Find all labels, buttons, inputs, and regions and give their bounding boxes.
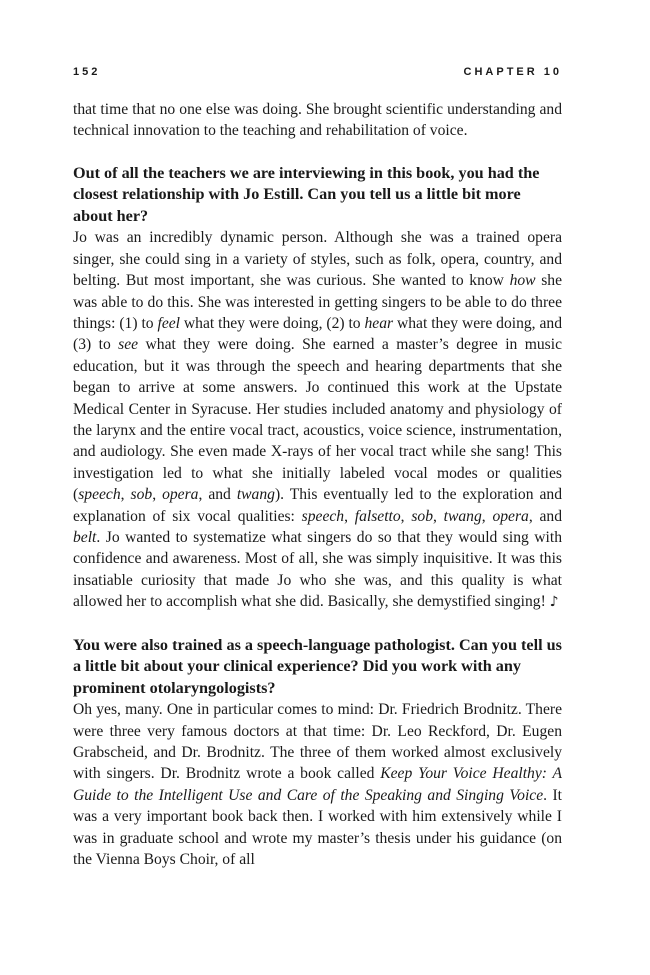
italic-text: see xyxy=(118,336,139,354)
text-run: what they were doing, and (3) to xyxy=(73,314,562,354)
text-run: , xyxy=(120,486,131,504)
italic-text: feel xyxy=(157,314,180,332)
text-run: , xyxy=(152,486,163,504)
text-run: what they were doing, (2) to xyxy=(180,314,365,332)
italic-text: speech xyxy=(301,507,345,525)
italic-text: falsetto xyxy=(354,507,401,525)
body-text xyxy=(73,99,562,870)
text-run: . It was a very important book back then. I worked with him extensively while I was in graduate school and wrote my master’s thesis under his guidance (on the Vienna Boys Choir, of all xyxy=(73,786,562,868)
text-run: . Jo wanted to systematize what singers do so that they would sing with confidence and awareness. Most of all, she was simply inquisitive. It was this insatiable curiosity that made Jo who she was, and this quality is what allowed her to accomplish what she did. Basically, she demystified singing! xyxy=(73,529,562,611)
italic-text: speech xyxy=(78,486,121,504)
text-run: You were also trained as a speech-language pathologist. Can you tell us a little bit about your clinical experience? Did you work with any prominent otolaryngologists? xyxy=(73,635,562,697)
text-run: , xyxy=(433,507,444,525)
italic-text: belt xyxy=(73,529,97,546)
music-note-icon: ♪ xyxy=(549,594,559,611)
italic-text: Keep Your Voice Healthy: A Guide to the Intelligent Use and Care of the Speaking and Singing Voice xyxy=(73,765,563,804)
running-header xyxy=(73,66,562,84)
text-run: Oh yes, many. One in particular comes to mind: Dr. Friedrich Brodnitz. There were three very famous doctors at that time: Dr. Leo Reckford, Dr. Eugen Grabscheid, and Dr. Brodnitz. The three of them worked almost exclusively with singers. Dr. Brodnitz wrote a book called xyxy=(73,701,562,783)
text-run: , and xyxy=(198,486,237,504)
text-run: , xyxy=(344,507,355,525)
text-run: what they were doing. She earned a master’s degree in music education, but it was through the speech and hearing departments that she began to arrive at some answers. Jo continued this work at the Upstate Medical Center in Syracuse. Her studies included anatomy and physiology of the larynx and the entire vocal tract, acoustics, voice science, instrumentation, and audiology. She even made X-rays of her vocal tract while she sang! This investigation led to what she initially labeled vocal modes or qualities ( xyxy=(73,336,563,504)
text-run: Jo was an incredibly dynamic person. Although she was a trained opera singer, she could sing in a variety of styles, such as folk, opera, country, and belting. But most important, she was curious. She wanted to know xyxy=(73,229,562,290)
italic-text: opera xyxy=(162,486,199,504)
interview-question xyxy=(73,163,562,228)
page-number: 152 xyxy=(73,66,101,78)
italic-text: hear xyxy=(364,314,394,332)
chapter-label: CHAPTER 10 xyxy=(463,66,562,78)
interview-answer xyxy=(73,699,562,870)
italic-text: how xyxy=(509,272,536,290)
italic-text: sob xyxy=(130,486,153,504)
interview-question xyxy=(73,635,562,700)
text-run: that time that no one else was doing. She brought scientific understanding and technical innovation to the teaching and rehabilitation of voice. xyxy=(73,101,562,140)
text-run: ). This eventually led to the exploration and explanation of six vocal qualities: xyxy=(73,486,562,525)
italic-text: sob xyxy=(411,507,433,525)
interview-answer xyxy=(73,99,562,142)
interview-answer xyxy=(73,227,562,613)
text-run: , and xyxy=(528,507,562,525)
italic-text: twang xyxy=(236,486,275,504)
italic-text: twang xyxy=(443,507,482,525)
text-run: , xyxy=(400,507,412,525)
italic-text: opera xyxy=(492,507,529,525)
text-run: she was able to do this. She was interested in getting singers to be able to do three things: (1) to xyxy=(73,272,562,332)
text-run: Out of all the teachers we are interviewing in this book, you had the closest relationship with Jo Estill. Can you tell us a little bit more about her? xyxy=(73,163,540,225)
text-run: , xyxy=(481,507,493,525)
